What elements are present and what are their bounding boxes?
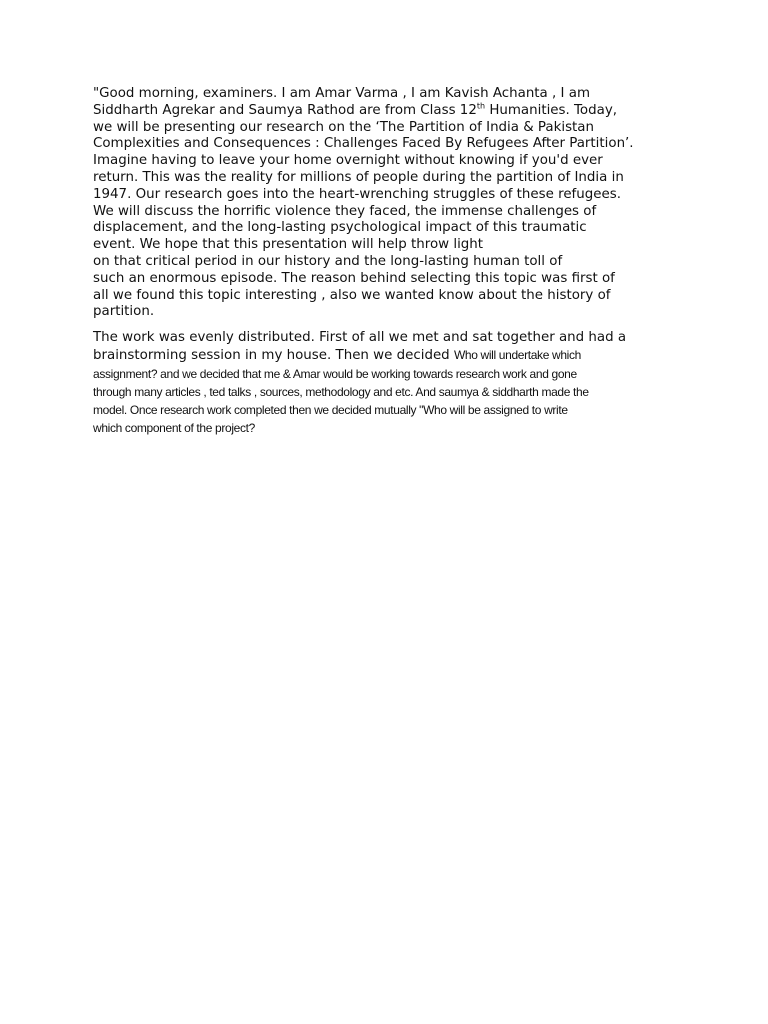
- text-line: "Good morning, examiners. I am Amar Varma , I am Kavish Achanta , I am: [93, 86, 590, 101]
- text-line: all we found this topic interesting , also we wanted know about the history of: [93, 287, 611, 303]
- superscript: th: [476, 101, 486, 111]
- work-distribution-paragraph: [93, 330, 675, 437]
- text-line: on that critical period in our history and the long-lasting human toll of: [93, 253, 563, 269]
- text-fragment: Siddharth Agrekar and Saumya Rathod are from Class 12: [93, 102, 477, 118]
- text-line: 1947. Our research goes into the heart-wrenching struggles of these refugees.: [93, 186, 621, 202]
- text-line: The work was evenly distributed. First of all we met and sat together and had a: [93, 330, 627, 346]
- text-fragment: Who will undertake which: [453, 347, 581, 362]
- text-line: Complexities and Consequences : Challenges Faced By Refugees After Partition’.: [93, 136, 634, 152]
- text-line: we will be presenting our research on the ‘The Partition of India & Pakistan: [93, 119, 595, 135]
- text-line: model. Once research work completed then we decided mutually "Who will be assigned to write: [93, 402, 568, 417]
- text-line: assignment? and we decided that me & Amar would be working towards research work and gone: [93, 366, 577, 381]
- text-line: through many articles , ted talks , sources, methodology and etc. And saumya & siddharth made the: [93, 384, 589, 399]
- document-body: [93, 86, 675, 437]
- text-line: such an enormous episode. The reason behind selecting this topic was first of: [93, 270, 615, 286]
- text-fragment: brainstorming session in my house. Then we decided: [93, 347, 454, 363]
- text-line: We will discuss the horrific violence they faced, the immense challenges of: [93, 203, 597, 219]
- text-line: [93, 103, 675, 120]
- text-line: return. This was the reality for millions of people during the partition of India in: [93, 169, 624, 185]
- text-line: partition.: [93, 304, 155, 320]
- text-line: event. We hope that this presentation will help throw light: [93, 237, 484, 253]
- text-line: which component of the project?: [93, 420, 255, 435]
- intro-paragraph: [93, 86, 675, 321]
- text-fragment: Humanities. Today,: [485, 102, 618, 118]
- text-line: Imagine having to leave your home overnight without knowing if you'd ever: [93, 153, 603, 169]
- text-line: [93, 347, 675, 365]
- text-line: displacement, and the long-lasting psychological impact of this traumatic: [93, 220, 587, 236]
